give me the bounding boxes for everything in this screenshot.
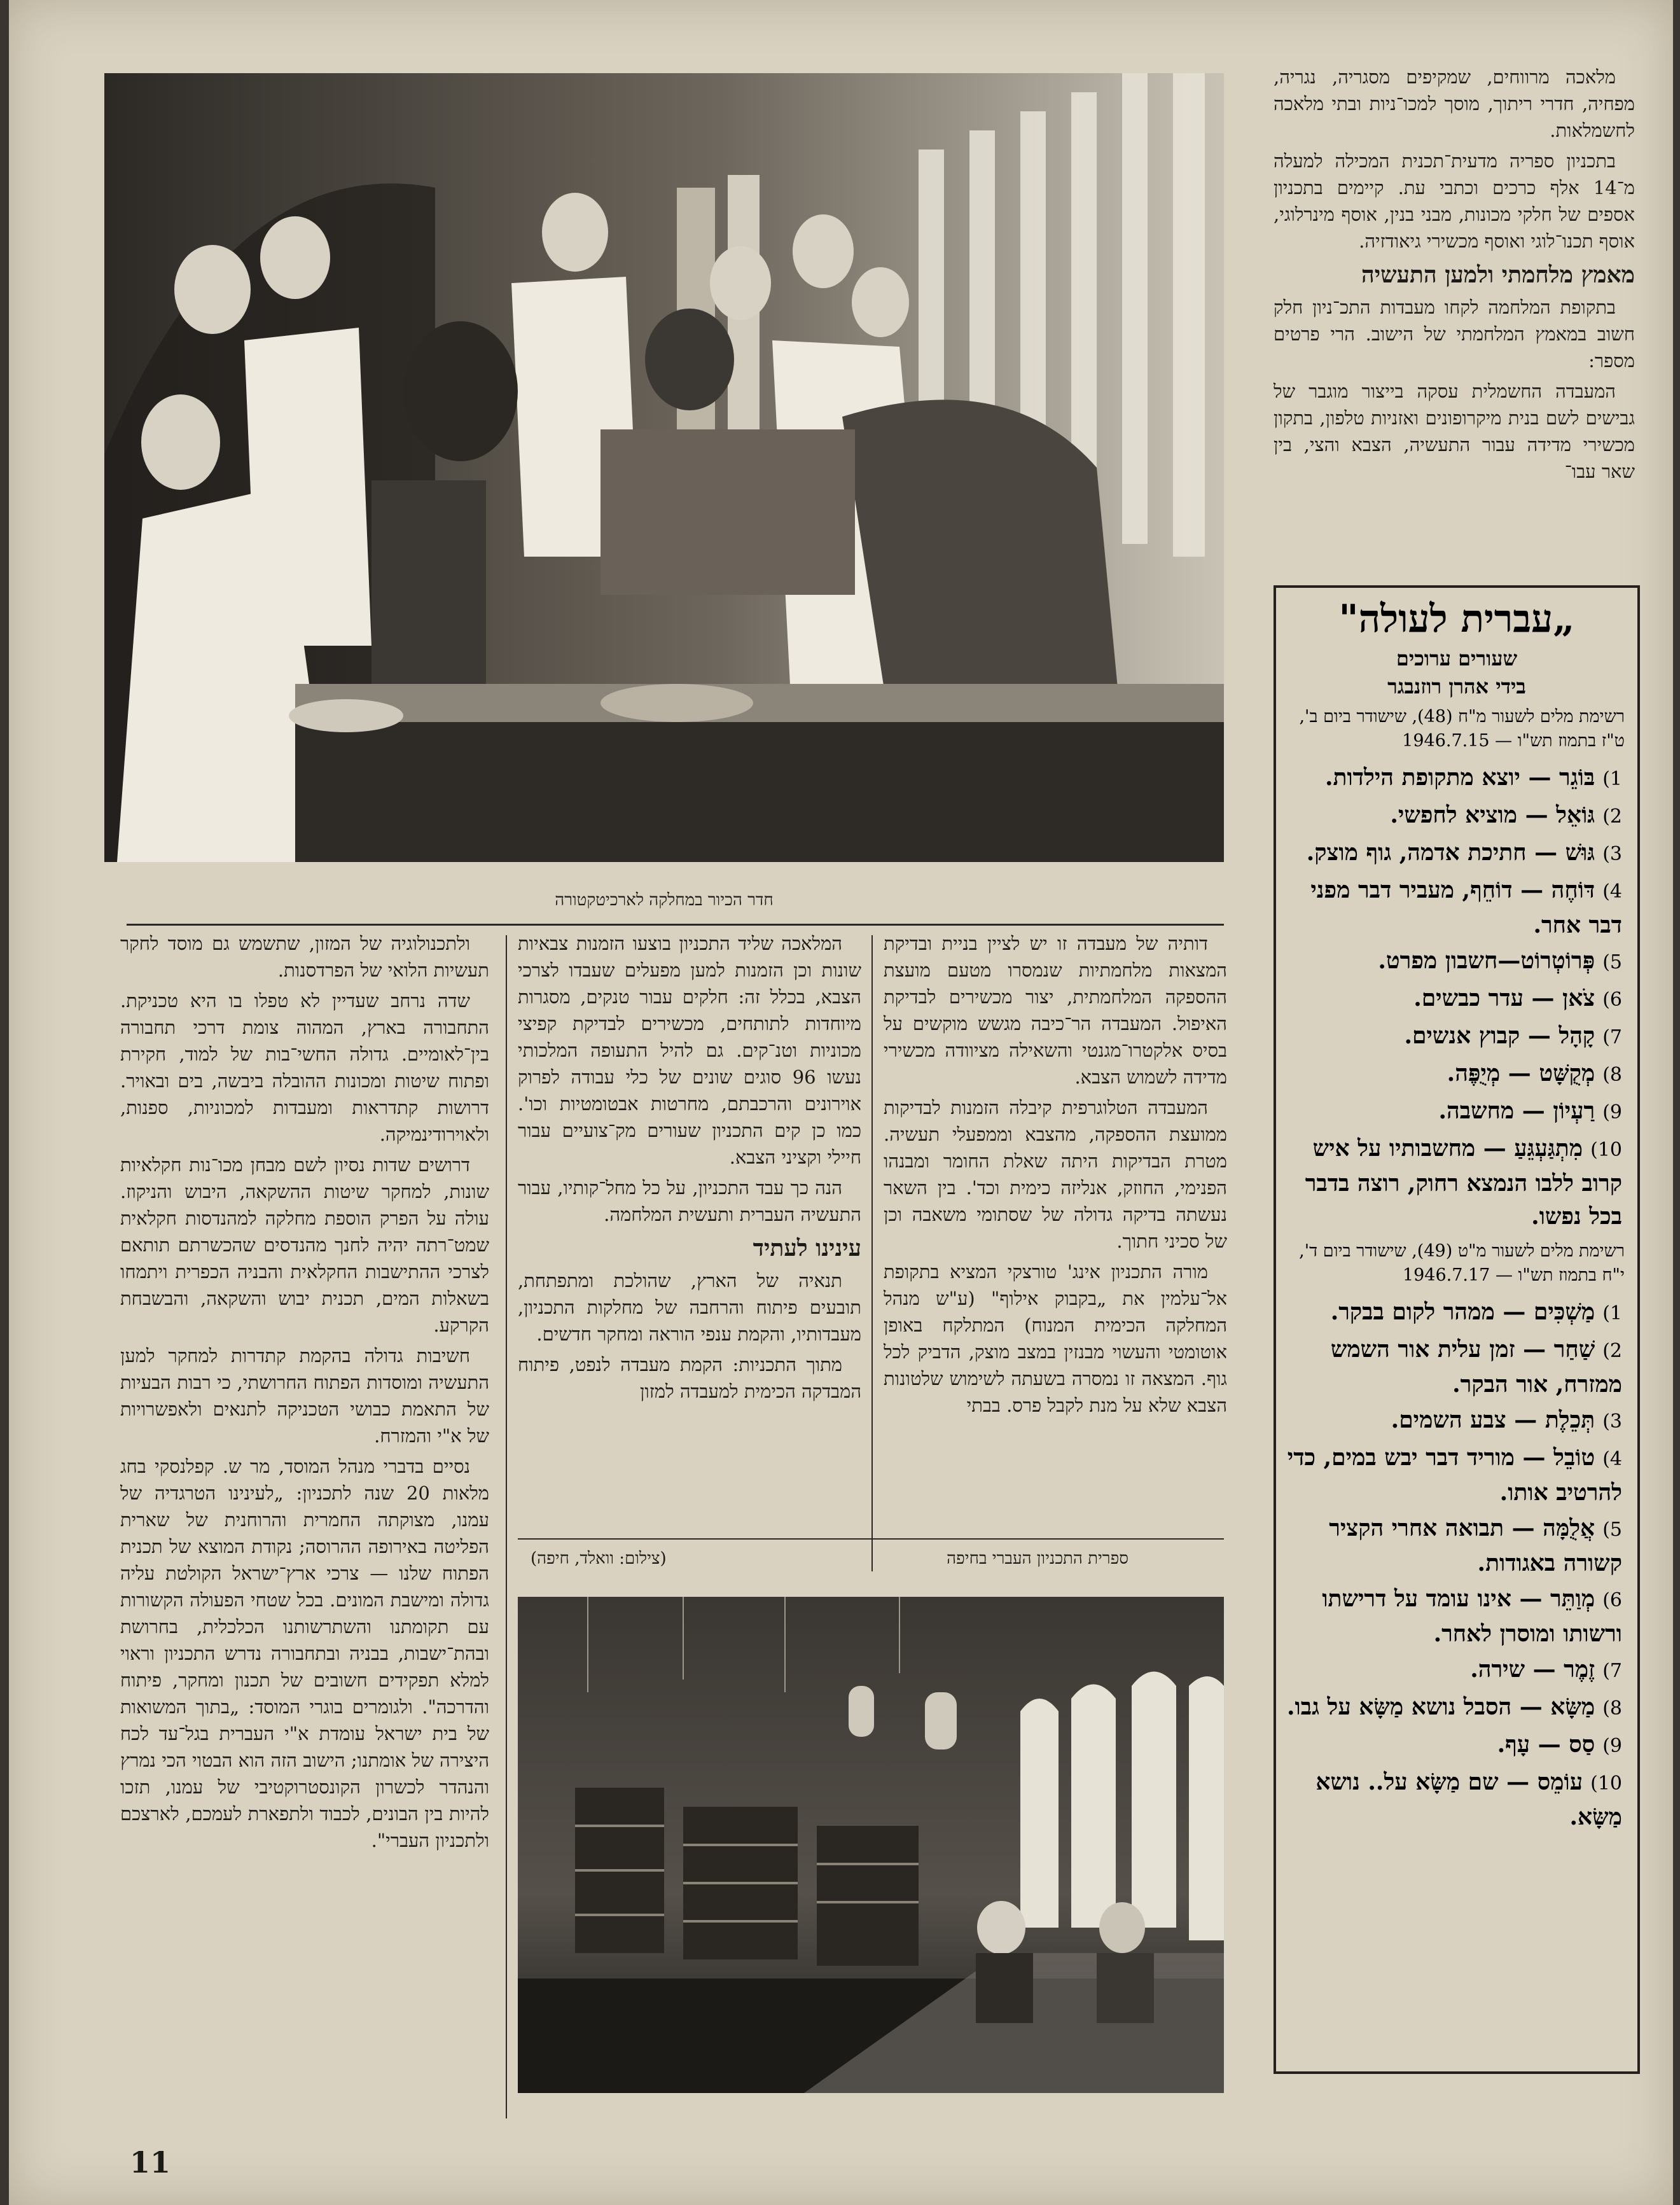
vocabulary-box xyxy=(1274,585,1640,2074)
list-item: 8)מְקֻשָּׁט — מְיֻפֶּה. xyxy=(1447,1060,1622,1087)
lesson-note: רשימת מלים לשעור מ"ט (49), שישודר ביום ד', י"ח בתמוז תש"ו — 1946.7.17 xyxy=(1299,1241,1625,1285)
list-item: 4)טוֹבֵל — מוריד דבר יבש במים, כדי להרטיב אותו. xyxy=(1287,1444,1622,1506)
list-item: 2)שַׁחַר — זמן עלית אור השמש ממזרח, אור הבקר. xyxy=(1330,1336,1622,1398)
list-item: 10)עוֹמֵס — שם מַשָּׂא על.. נושא מַשָּׂא. xyxy=(1316,1769,1622,1830)
paragraph: דרושים שדות נסיון לשם מבחן מכו־נות חקלאיות שונות, למחקר שיטות ההשקאה, היבוש והניקוז. עולה על הפרק הוספת מחלקה למהנדסות חקלאית שמט־רתה יהיה לחנך מהנדסים שהכשרתם תותאם לצרכי ההתישבות החקלאית והבניה הכפרית ויתמחו בשאלות המים, תכנית יבוש והשקאה, והבשבחת הקרקע. xyxy=(120,1154,489,1336)
paragraph: מורה התכניון אינג' טורצקי המציא בתקופת אל־עלמין את „בקבוק אילוף" (ע"ש מנהל המחלקה הכימית המנוח) המתלקח באופן אוטומטי והעשוי מבנזין במצב מוצק, הדביק לכל גוף. המצאה זו נמסרה בשעתה לשימוש שלטונות הצבא שלא על מנת לקבל פרס. בבתי xyxy=(884,1261,1227,1416)
paragraph: הנה כך עבד התכניון, על כל מחל־קותיו, עבור התעשיה העברית ותעשית המלחמה. xyxy=(518,1177,861,1225)
vocab-list-48 xyxy=(1276,761,1637,1233)
list-item: 6)מְוַתֵּר — אינו עומד על דרישתו ורשותו ומוסרן לאחר. xyxy=(1322,1585,1622,1647)
paragraph: מלאכה מרווחים, שמקיפים מסגריה, נגריה, מפחיה, חדרי ריתוך, מוסך למכו־ניות ובתי מלאכה לחשמלאות. xyxy=(1274,66,1635,141)
list-item: 3)תְּכֵלֶת — צבע השמים. xyxy=(1391,1407,1622,1433)
list-item: 8)מַשָּׂא — הסבל נושא מַשָּׂא על גבו. xyxy=(1287,1694,1622,1720)
list-item: 9)סַס — עָף. xyxy=(1497,1731,1622,1758)
paragraph: המעבדה הטלוגרפית קיבלה הזמנות לבדיקות ממועצת ההספקה, מהצבא וממפעלי תעשיה. מטרת הבדיקות היתה שאלת החומר ומבנהו הפנימי, החוזק, אנליזה כימית וכד'. בין השאר נעשתה בדיקה גדולה של שסתומי משאבה וכן של סכיני חתוך. xyxy=(884,1097,1227,1252)
photo-caption: ספרית התכניון העברי בחיפה xyxy=(947,1549,1128,1568)
list-item: 7)קָהָל — קבוץ אנשים. xyxy=(1404,1022,1622,1049)
paragraph: חשיבות גדולה בהקמת קתדרות למחקר למען התעשיה ומוסדות הפתוח החרושתי, כי רבות הבעיות של התאמת כבושי הטכניקה לתנאים ולאפשרויות של א"י והמזרח. xyxy=(120,1345,489,1447)
article-column-middle xyxy=(518,930,861,1604)
paragraph: שדה נרחב שעדיין לא טפלו בו היא טכניקת. התחבורה בארץ, המהוה צומת דרכי תחבורה בין־לאומיים. גדולה החשי־בות של למוד, חקירת ופתוח שיטות ומכונות ההובלה ביבשה, בים ובאויר. דרושות קתדראות ומעבדות למכוניות, ספנות, ולאוירודינמיקה. xyxy=(120,990,489,1145)
page-number: 11 xyxy=(130,2145,171,2180)
list-item: 5)פְּרוֹטְרוֹט—חשבון מפרט. xyxy=(1378,947,1622,974)
box-subtitle: שעורים ערוכים xyxy=(1396,646,1518,671)
list-item: 10)מִתְגַּעְגֵּעַ — מחשבותיו על איש קרוב ללבו הנמצא רחוק, רוצה בדבר בכל נפשו. xyxy=(1305,1135,1622,1230)
photo-caption: חדר הכיור במחלקה לארכיטקטורה xyxy=(555,891,774,910)
list-item: 9)רַעְיוֹן — מחשבה. xyxy=(1438,1097,1622,1124)
paragraph: תנאיה של הארץ, שהולכת ומתפתחת, תובעים פיתוח והרחבה של מחלקות התכניון, מעבדותיו, והקמת ענפי הוראה ומחקר חדשים. xyxy=(518,1270,861,1345)
paragraph: בתכניון ספריה מדעית־תכנית המכילה למעלה מ־14 אלף כרכים וכתבי עת. קיימים בתכניון אספים של חלקי מכונות, מבני בנין, אוסף מינרלוגי, אוסף תכנו־לוגי ואוסף מכשירי גיאודזיה. xyxy=(1274,150,1635,252)
section-heading: מאמץ מלחמתי ולמען התעשיה xyxy=(1361,261,1635,288)
divider xyxy=(518,1538,1224,1540)
list-item: 2)גּוֹאֵל — מוציא לחפשי. xyxy=(1390,802,1622,828)
paragraph: בתקופת המלחמה לקחו מעבדות התכ־ניון חלק חשוב במאמץ המלחמתי של הישוב. הרי פרטים מספר: xyxy=(1274,296,1635,372)
box-author: בידי אהרן רוזנבגר xyxy=(1387,674,1526,699)
column-divider xyxy=(871,935,873,1571)
sculpture-workshop-photo xyxy=(104,73,1224,862)
list-item: 3)גּוּשׁ — חתיכת אדמה, גוף מוצק. xyxy=(1306,839,1622,866)
paragraph: מתוך התכניות: הקמת מעבדה לנפט, פיתוח המבדקה הכימית למעבדה למזון xyxy=(518,1354,861,1402)
paragraph: דותיה של מעבדה זו יש לציין בניית ובדיקת המצאות מלחמתיות שנמסרו מטעם מועצת ההספקה המלחמתית, יצור מכשירים לבדיקת האיפול. המעבדה הר־כיבה מגשש מוקשים על בסיס אלקטרו־מגנטי והשאילה מציוודה מכשירי מדידה לשמוש הצבא. xyxy=(884,933,1227,1088)
box-title: „עברית לעולה" xyxy=(1338,597,1575,641)
column-divider xyxy=(506,935,507,2118)
article-column-right xyxy=(884,930,1227,1604)
magazine-page xyxy=(9,0,1673,2205)
paragraph: ולתכנולוגיה של המזון, שתשמש גם מוסד לחקר תעשיות הלואי של הפרדסנות. xyxy=(120,933,489,981)
vocab-list-49 xyxy=(1276,1295,1637,1833)
article-column-left xyxy=(120,930,489,2120)
paragraph: המלאכה שליד התכניון בוצעו הזמנות צבאיות שונות וכן הזמנות למען מפעלים שעבדו לצרכי הצבא, בכלל זה: חלקים עבור טנקים, מסגרות מיוחדות לתותחים, מכשירים לבדיקת קפיצי מכוניות וטנ־קים. גם להיל התעופה המלכותי נעשו 96 סוגים שונים של כלי עבודה לפרוק אוירונים והרכבתם, מחרטות אבטומטיות וכו'. כמו כן קים התכניון שעורים מק־צועיים עבור חיילי וקציני הצבא. xyxy=(518,933,861,1168)
list-item: 6)צֹאן — עדר כבשים. xyxy=(1413,985,1622,1012)
list-item: 1)בּוֹגֵר — יוצא מתקופת הילדות. xyxy=(1324,764,1622,791)
library-hall-photo xyxy=(518,1597,1224,2093)
section-heading: עינינו לעתיד xyxy=(753,1235,861,1262)
list-item: 4)דּוֹחֶה — דוֹחֵף, מעביר דבר מפני דבר אחר. xyxy=(1310,877,1622,938)
photo-credit: (צילום: וואלד, חיפה) xyxy=(531,1549,667,1568)
divider xyxy=(127,924,1224,926)
list-item: 5)אֲלֻמָּה — תבואה אחרי הקציר קשורה באגודות. xyxy=(1329,1515,1622,1576)
top-right-column xyxy=(1274,64,1635,566)
paragraph: המעבדה החשמלית עסקה בייצור מוגבר של גבישים לשם בנית מיקרופונים ואזניות טלפון, בתקון מכשירי מדידה עבור התעשיה, הצבא והצי, בין שאר עבו־ xyxy=(1274,380,1635,482)
lesson-note: רשימת מלים לשעור מ"ח (48), שישודר ביום ב', ט"ז בתמוז תש"ו — 1946.7.15 xyxy=(1299,707,1625,751)
list-item: 1)מַשְׁכִּים — ממהר לקום בבקר. xyxy=(1330,1298,1622,1325)
paragraph: נסיים בדברי מנהל המוסד, מר ש. קפלנסקי בחג מלאות 20 שנה לתכניון: „לעינינו הטרגדיה של עמנו, מצוקתה החמרית והרוחנית של שארית הפליטה באירופה ההרוסה; נקודת המוצא של תכנית הפתוח שלנו — צרכי ארץ־ישראל הקולטת עליה גדולה ומישבת המונים. בכל שטחי הפעולה הקשורות עם תקומתנו והשתרשותנו הכלכלית, בחרושת ובהת־ישבות, בבניה ובתחבורה נדרש התכניון וראוי למלא תפקידים חשובים של תכנון ומחקר, פיתוח והדרכה". ולגומרים בוגרי המוסד: „בתוך המשואות של בית ישראל עומדת א"י העברית בגל־עד לכח היצירה של אומתנו; הישוב הזה הוא הבטוי הכי נמרץ והנהדר לכשרון הקונסטרוקטיבי של עמנו, תזכו להיות בין הבונים, לכבוד ולתפארת לעמכם, לארצכם ולתכניון העברי". xyxy=(120,1456,489,1851)
list-item: 7)זֶמֶר — שירה. xyxy=(1470,1656,1622,1683)
